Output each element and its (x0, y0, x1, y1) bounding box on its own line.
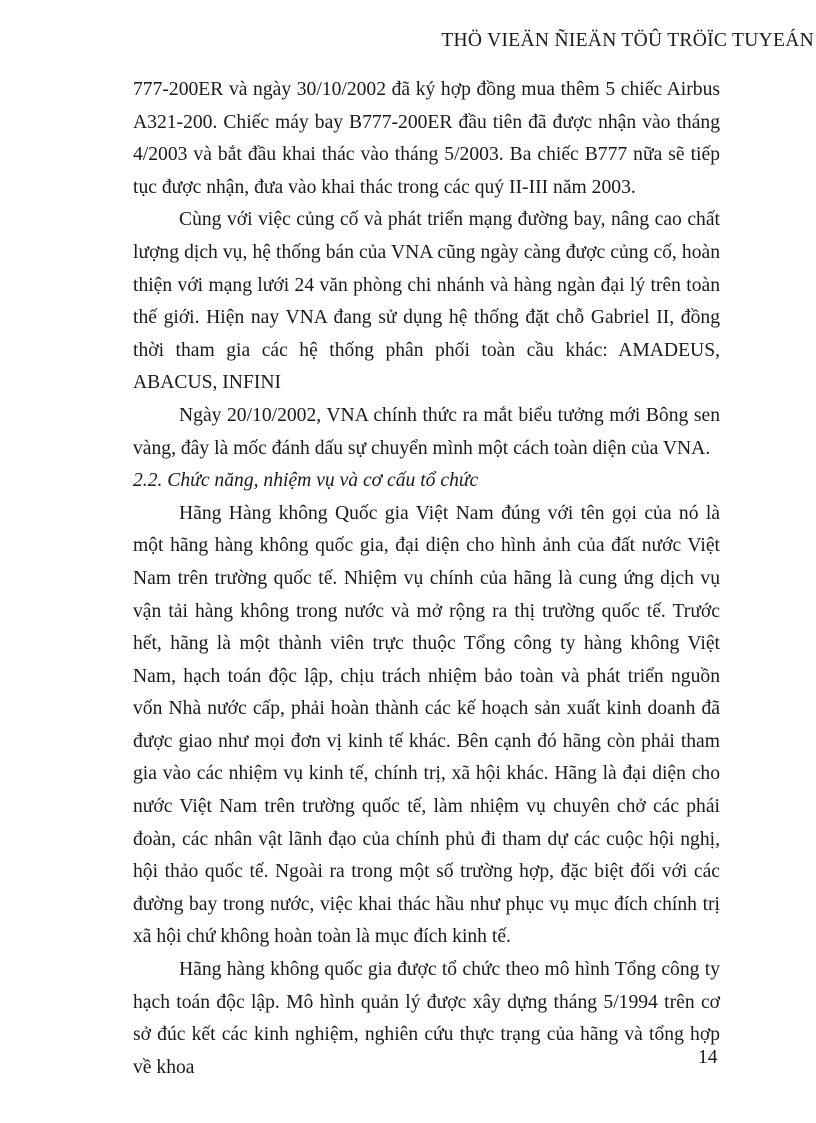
paragraph-new-logo: Ngày 20/10/2002, VNA chính thức ra mắt biểu tưởng mới Bông sen vàng, đây là mốc đánh dấu sự chuyển mình một cách toàn diện của VNA. (133, 404, 720, 459)
paragraph-sales-network: Cùng với việc củng cố và phát triển mạng đường bay, nâng cao chất lượng dịch vụ, hệ thống bán của VNA cũng ngày càng được củng cố, hoàn thiện với mạng lưới 24 văn phòng chi nhánh và hàng ngàn đại lý trên toàn thế giới. Hiện nay VNA đang sử dụng hệ thống đặt chỗ Gabriel II, đồng thời tham gia các hệ thống phân phối toàn cầu khác: AMADEUS, ABACUS, INFINI (133, 209, 720, 394)
page-number: 14 (698, 1047, 718, 1068)
section-heading: 2.2. Chức năng, nhiệm vụ và cơ cấu tổ chức (133, 470, 479, 492)
document-body (133, 74, 720, 1084)
paragraph-organization-model: Hãng hàng không quốc gia được tổ chức theo mô hình Tổng công ty hạch toán độc lập. Mô hình quản lý được xây dựng tháng 5/1994 trên cơ sở đúc kết các kinh nghiệm, nghiên cứu thực trạng của hãng và tổng hợp về khoa (133, 959, 720, 1078)
paragraph-functions-duties: Hãng Hàng không Quốc gia Việt Nam đúng với tên gọi của nó là một hãng hàng không quốc gia, đại diện cho hình ảnh của đất nước Việt Nam trên trường quốc tế. Nhiệm vụ chính của hãng là cung ứng dịch vụ vận tải hàng không trong nước và mở rộng ra thị trường quốc tế. Trước hết, hãng là một thành viên trực thuộc Tổng công ty hàng không Việt Nam, hạch toán độc lập, chịu trách nhiệm bảo toàn và phát triển nguồn vốn Nhà nước cấp, phải hoàn thành các kế hoạch sản xuất kinh doanh đã được giao như mọi đơn vị kinh tế khác. Bên cạnh đó hãng còn phải tham gia vào các nhiệm vụ kinh tế, chính trị, xã hội khác. Hãng là đại diện cho nước Việt Nam trên trường quốc tế, làm nhiệm vụ chuyên chở các phái đoàn, các nhân vật lãnh đạo của chính phủ đi tham dự các cuộc hội nghị, hội thảo quốc tế. Ngoài ra trong một số trường hợp, đặc biệt đối với các đường bay trong nước, việc khai thác hầu như phục vụ mục đích chính trị xã hội chứ không hoàn toàn là mục đích kinh tế. (133, 502, 720, 948)
running-header: THÖ VIEÄN ÑIEÄN TÖÛ TRÖÏC TUYEÁN (441, 30, 814, 51)
paragraph-fleet-continuation: 777-200ER và ngày 30/10/2002 đã ký hợp đồng mua thêm 5 chiếc Airbus A321-200. Chiếc máy bay B777-200ER đầu tiên đã được nhận vào tháng 4/2003 và bắt đầu khai thác vào tháng 5/2003. Ba chiếc B777 nữa sẽ tiếp tục được nhận, đưa vào khai thác trong các quý II-III năm 2003. (133, 79, 720, 198)
